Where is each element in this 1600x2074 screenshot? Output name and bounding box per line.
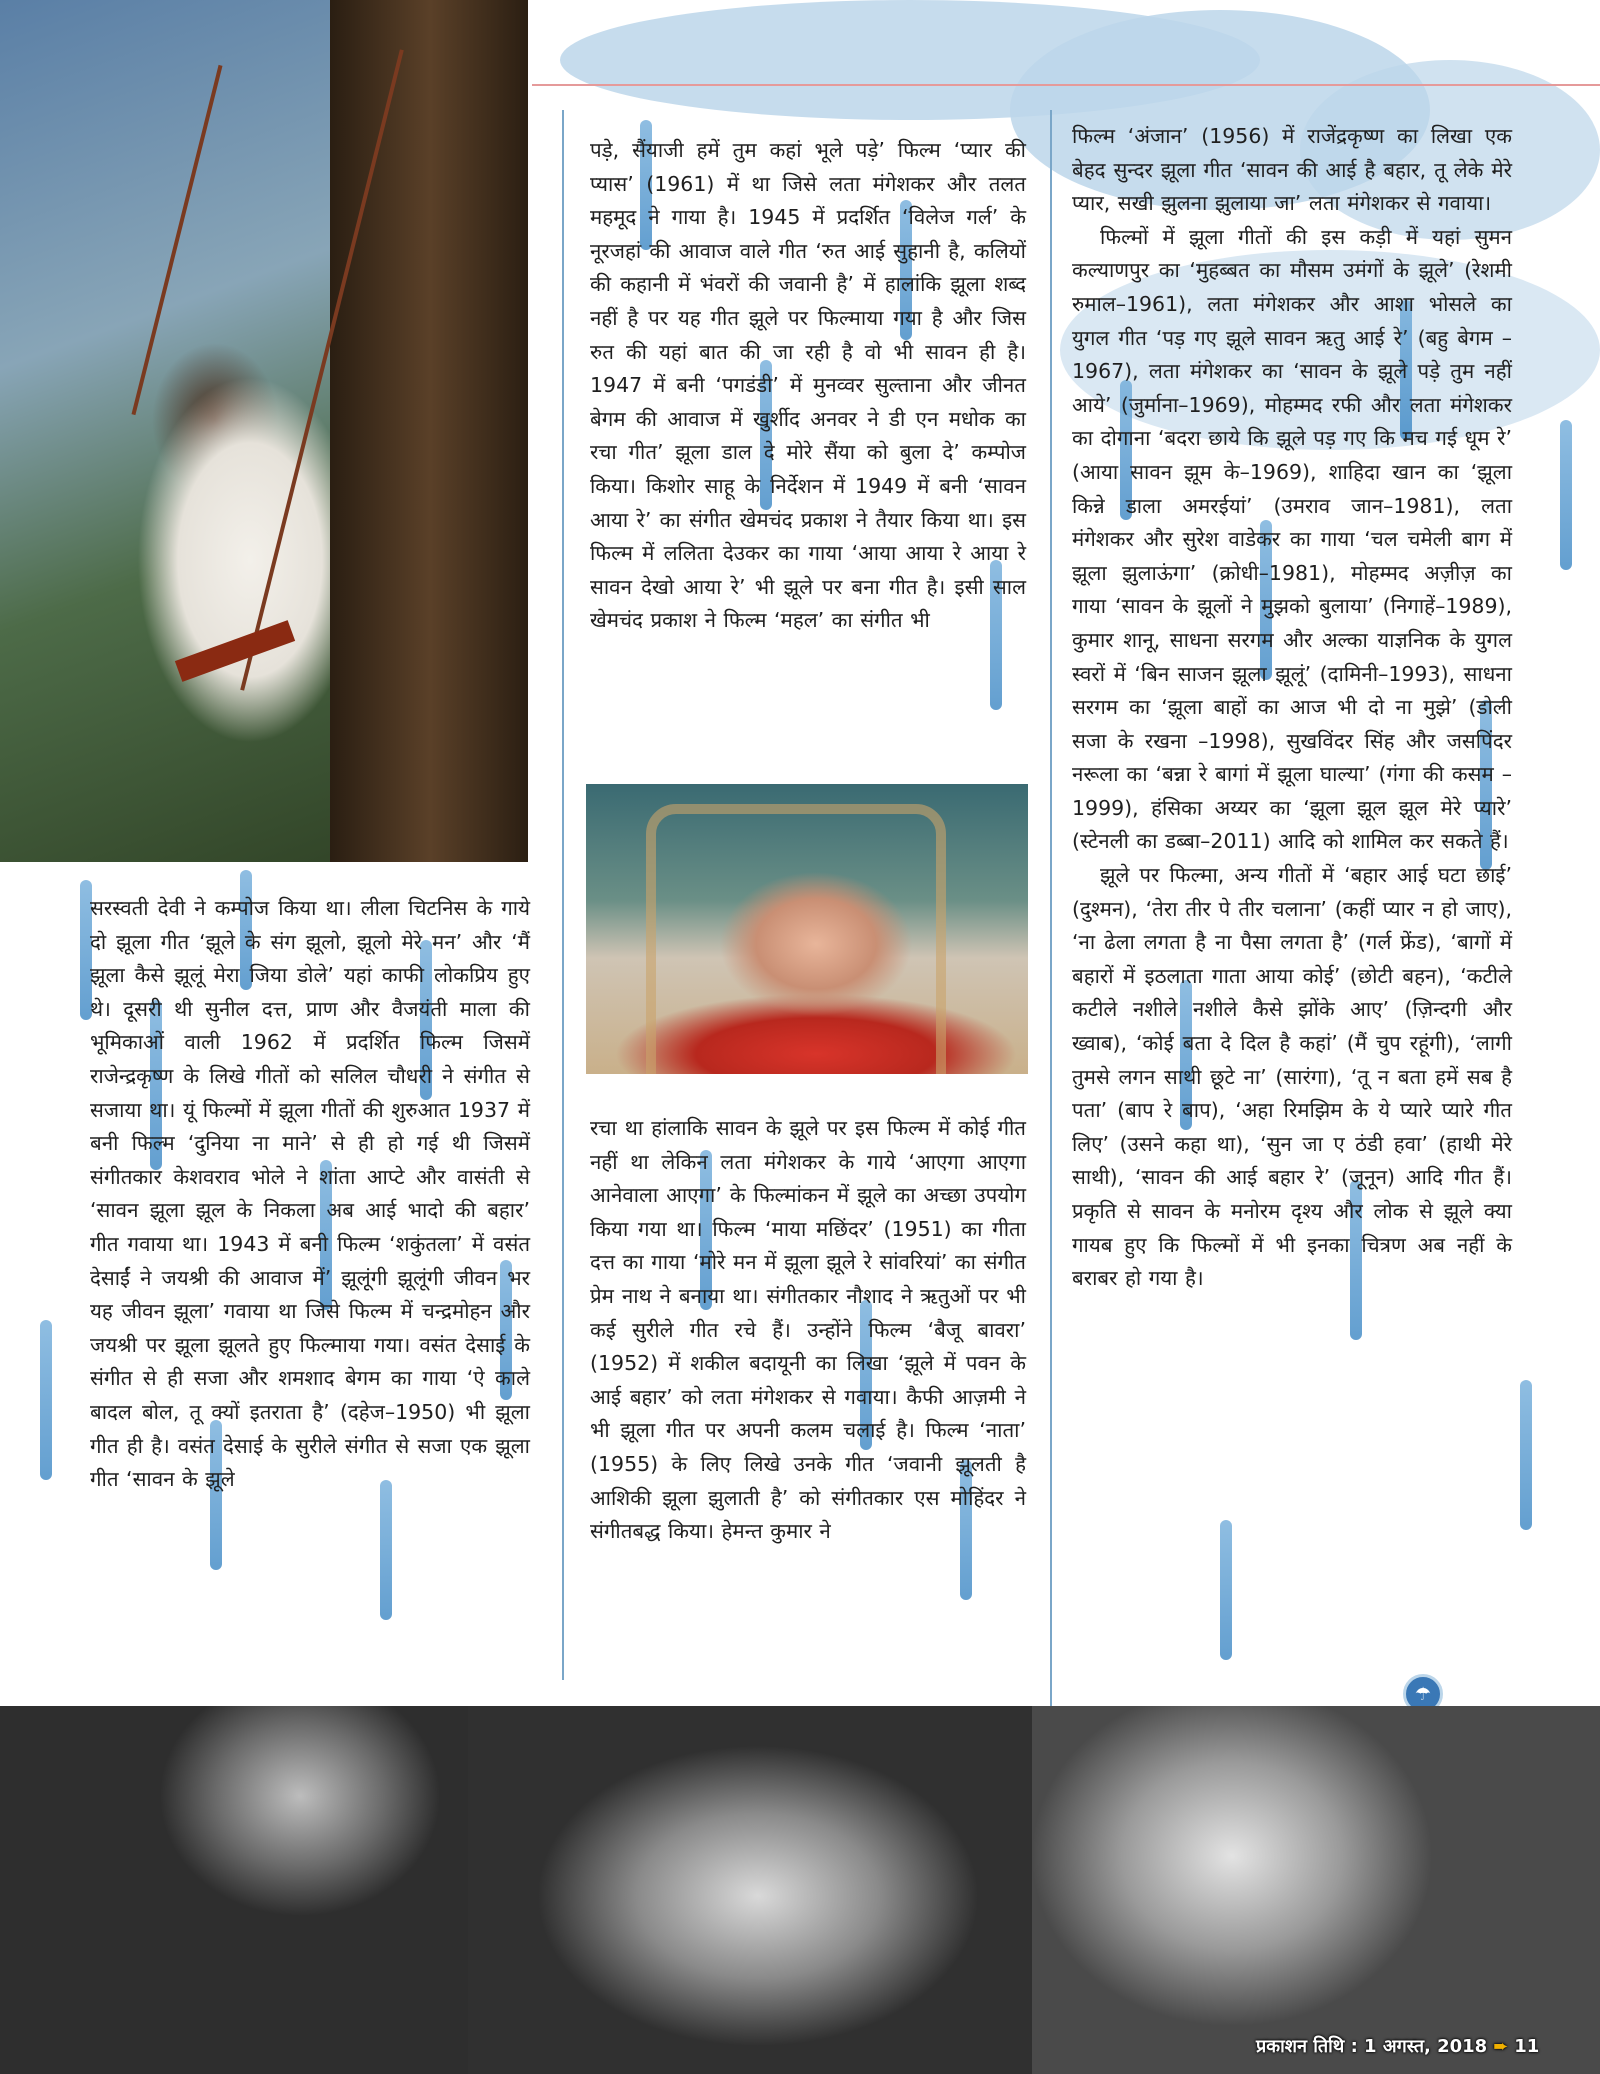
publication-date: प्रकाशन तिथि : 1 अगस्त, 2018	[1256, 2036, 1488, 2057]
rain-drop	[1520, 1380, 1532, 1530]
paragraph: फिल्म ‘अंजान’ (1956) में राजेंद्रकृष्ण का लिखा एक बेहद सुन्दर झूला गीत ‘सावन की आई है बहार, तू लेके मेरे प्यार, सखी झुलना झुलाया जा’ लता मंगेशकर से गवाया।	[1072, 124, 1512, 216]
page-footer	[1256, 2034, 1539, 2058]
column-divider	[1050, 110, 1052, 1720]
bw-film-still-swing	[0, 1706, 470, 2074]
tree-trunk	[330, 0, 528, 862]
rain-drop	[1560, 420, 1572, 570]
article-column-right	[1072, 120, 1512, 1296]
page-number: 11	[1514, 2036, 1540, 2057]
column-divider	[562, 110, 564, 1680]
rain-drop	[40, 1320, 52, 1480]
top-rule	[532, 84, 1600, 86]
arrow-icon: ➨	[1493, 2036, 1509, 2057]
rain-cloud-icon: ☂	[1403, 1674, 1443, 1714]
paragraph: सरस्वती देवी ने कम्पोज किया था। लीला चिटनिस के गाये दो झूला गीत ‘झूले के संग झूलो, झूलो मेरे मन’ और ‘मैं झूला कैसे झूलूं मेरा जिया डोले’ यहां काफी लोकप्रिय हुए थे। दूसरी थी सुनील दत्त, प्राण और वैजयंती माला की भूमिकाओं वाली 1962 में प्रदर्शित फिल्म जिसमें राजेन्द्रकृष्ण के लिखे गीतों को सलिल चौधरी ने संगीत से सजाया था। यूं फिल्मों में झूला गीतों की शुरुआत 1937 में बनी फिल्म ‘दुनिया ना माने’ से ही हो गई थी जिसमें संगीतकार केशवराव भोले ने शांता आप्टे और वासंती से ‘सावन झूला झूल के निकला अब आई भादो की बहार’ गीत गवाया था। 1943 में बनी फिल्म ‘शकुंतला’ में वसंत देसाईं ने जयश्री की आवाज में’ झूलूंगी झूलूंगी जीवन भर यह जीवन झूला’ गवाया था जिसे फिल्म में चन्द्रमोहन और जयश्री पर झूला झूलते हुए फिल्माया गया। वसंत देसाई के संगीत से ही सजा और शमशाद बेगम का गाया ‘ऐ काले बादल बोल, तू क्यों इतराता है’ (दहेज–1950) भी झूला गीत ही है। वसंत देसाई के सुरीले संगीत से सजा एक झूला गीत ‘सावन के झूले	[90, 896, 530, 1492]
swing-rope	[132, 65, 223, 415]
rain-drop	[1220, 1520, 1232, 1660]
rain-drop	[380, 1480, 392, 1620]
paragraph: रचा था हांलाकि सावन के झूले पर इस फिल्म में कोई गीत नहीं था लेकिन लता मंगेशकर के गाये ‘आएगा आएगा आनेवाला आएगा’ के फिल्मांकन में झूले का अच्छा उपयोग किया गया था। फिल्म ‘माया मछिंदर’ (1951) का गीता दत्त का गाया ‘मोरे मन में झूला झूले रे सांवरियां’ का संगीत प्रेम नाथ ने बनाया था। संगीतकार नौशाद ने ऋतुओं पर भी कई सुरीले गीत रचे हैं। उन्होंने फिल्म ‘बैजू बावरा’ (1952) में शकील बदायूनी का लिखा ‘झूले में पवन के आई बहार’ को लता मंगेशकर से गवाया। कैफी आज़मी ने भी झूला गीत पर अपनी कलम चलाई है। फिल्म ‘नाता’ (1955) के लिए लिखे उनके गीत ‘जवानी झूलती है आशिकी झूला झुलाती है’ को संगीतकार एस मोहिंदर ने संगीतबद्ध किया। हेमन्त कुमार ने	[590, 1116, 1026, 1544]
bw-film-still-portrait	[1032, 1706, 1600, 2074]
swing-seat	[175, 620, 295, 682]
article-column-middle-top	[590, 134, 1026, 638]
article-column-middle-bottom	[590, 1112, 1026, 1549]
paragraph: झूले पर फिल्मा, अन्य गीतों में ‘बहार आई घटा छाई’ (दुश्मन), ‘तेरा तीर पे तीर चलाना’ (कहीं प्यार न हो जाए), ‘ना ढेला लगता है ना पैसा लगता है’ (गर्ल फ्रेंड), ‘बागों में बहारों में इठलाता गाता आया कोई’ (छोटी बहन), ‘कटीले कटीले नशीले नशीले कैसे झोंके आए’ (ज़िन्दगी और ख्वाब), ‘कोई बता दे दिल है कहां’ (मैं चुप रहूंगी), ‘लागी तुमसे लगन साथी छूटे ना’ (सारंगा), ‘तू न बता हमें सब है पता’ (बाप रे बाप), ‘अहा रिमझिम के ये प्यारे प्यारे गीत लिए’ (उसने कहा था), ‘सुन जा ए ठंडी हवा’ (हाथी मेरे साथी), ‘सावन की आई बहार रे’ (जूनून) आदि गीत हैं। प्रकृति से सावन के मनोरम दृश्य और लोक से झूले क्या गायब हुए कि फिल्मों में भी इनका चित्रण अब नहीं के बराबर हो गया है।	[1072, 863, 1512, 1291]
paragraph: फिल्मों में झूला गीतों की इस कड़ी में यहां सुमन कल्याणपुर का ‘मुहब्बत का मौसम उमंगों के झूले’ (रेशमी रुमाल–1961), लता मंगेशकर और आशा भोसले का युगल गीत ‘पड़ गए झूले सावन ऋतु आई रे’ (बहु बेगम –1967), लता मंगेशकर का ‘सावन के झूले पड़े तुम नहीं आये’ (जुर्माना–1969), मोहम्मद रफी और लता मंगेशकर का दोगाना ‘बदरा छाये कि झूले पड़ गए कि मच गई धूम रे’ (आया सावन झूम के–1969), शाहिदा खान का ‘झूला किन्ने डाला अमरईयां’ (उमराव जान–1981), लता मंगेशकर और सुरेश वाडेकर का गाया ‘चल चमेली बाग में झूला झुलाऊंगा’ (क्रोधी–1981), मोहम्मद अज़ीज़ का गाया ‘सावन के झूलों ने मुझको बुलाया’ (निगाहें–1989), कुमार शानू, साधना सरगम और अल्का याज्ञनिक के युगल स्वरों में ‘बिन साजन झूला झूलूं’ (दामिनी–1993), साधना सरगम का ‘झूला बाहों का आज भी दो ना मुझे’ (डोली सजा के रखना –1998), सुखविंदर सिंह और जसपिंदर नरूला का ‘बन्ना रे बागां में झूला घाल्या’ (गंगा की कसम – 1999), हंसिका अय्यर का ‘झूला झूल झूल मेरे प्यारे’ (स्टेनली का डब्बा–2011) आदि को शामिल कर सकते हैं।	[1072, 224, 1512, 854]
film-stills-strip	[0, 1706, 1600, 2074]
article-column-left	[90, 892, 530, 1497]
swing-frame	[646, 804, 946, 1074]
bw-film-still-duo	[468, 1706, 1034, 2074]
swing-film-still-photo	[586, 784, 1028, 1074]
paragraph: पड़े, सैंयाजी हमें तुम कहां भूले पड़े’ फिल्म ‘प्यार की प्यास’ (1961) में था जिसे लता मंगेशकर और तलत महमूद ने गाया है। 1945 में प्रदर्शित ‘विलेज गर्ल’ के नूरजहां की आवाज वाले गीत ‘रुत आई सुहानी है, कलियों की कहानी में भंवरों की जवानी है’ में हालांकि झूला शब्द नहीं है पर यह गीत झूले पर फिल्माया गया है और जिस रुत की यहां बात की जा रही है वो भी सावन ही है। 1947 में बनी ‘पगडंडी’ में मुनव्वर सुल्ताना और जीनत बेगम की आवाज में खुर्शीद अनवर ने डी एन मधोक का रचा गीत’ झूला डाल दे मोरे सैंया को बुला दे’ कम्पोज किया। किशोर साहू के निर्देशन में 1949 में बनी ‘सावन आया रे’ का संगीत खेमचंद प्रकाश ने तैयार किया था। इस फिल्म में ललिता देउकर का गाया ‘आया आया रे आया रे सावन देखो आया रे’ भी झूले पर बना गीत है। इसी साल खेमचंद प्रकाश ने फिल्म ‘महल’ का संगीत भी	[590, 138, 1026, 633]
swing-painting-image	[0, 0, 528, 862]
